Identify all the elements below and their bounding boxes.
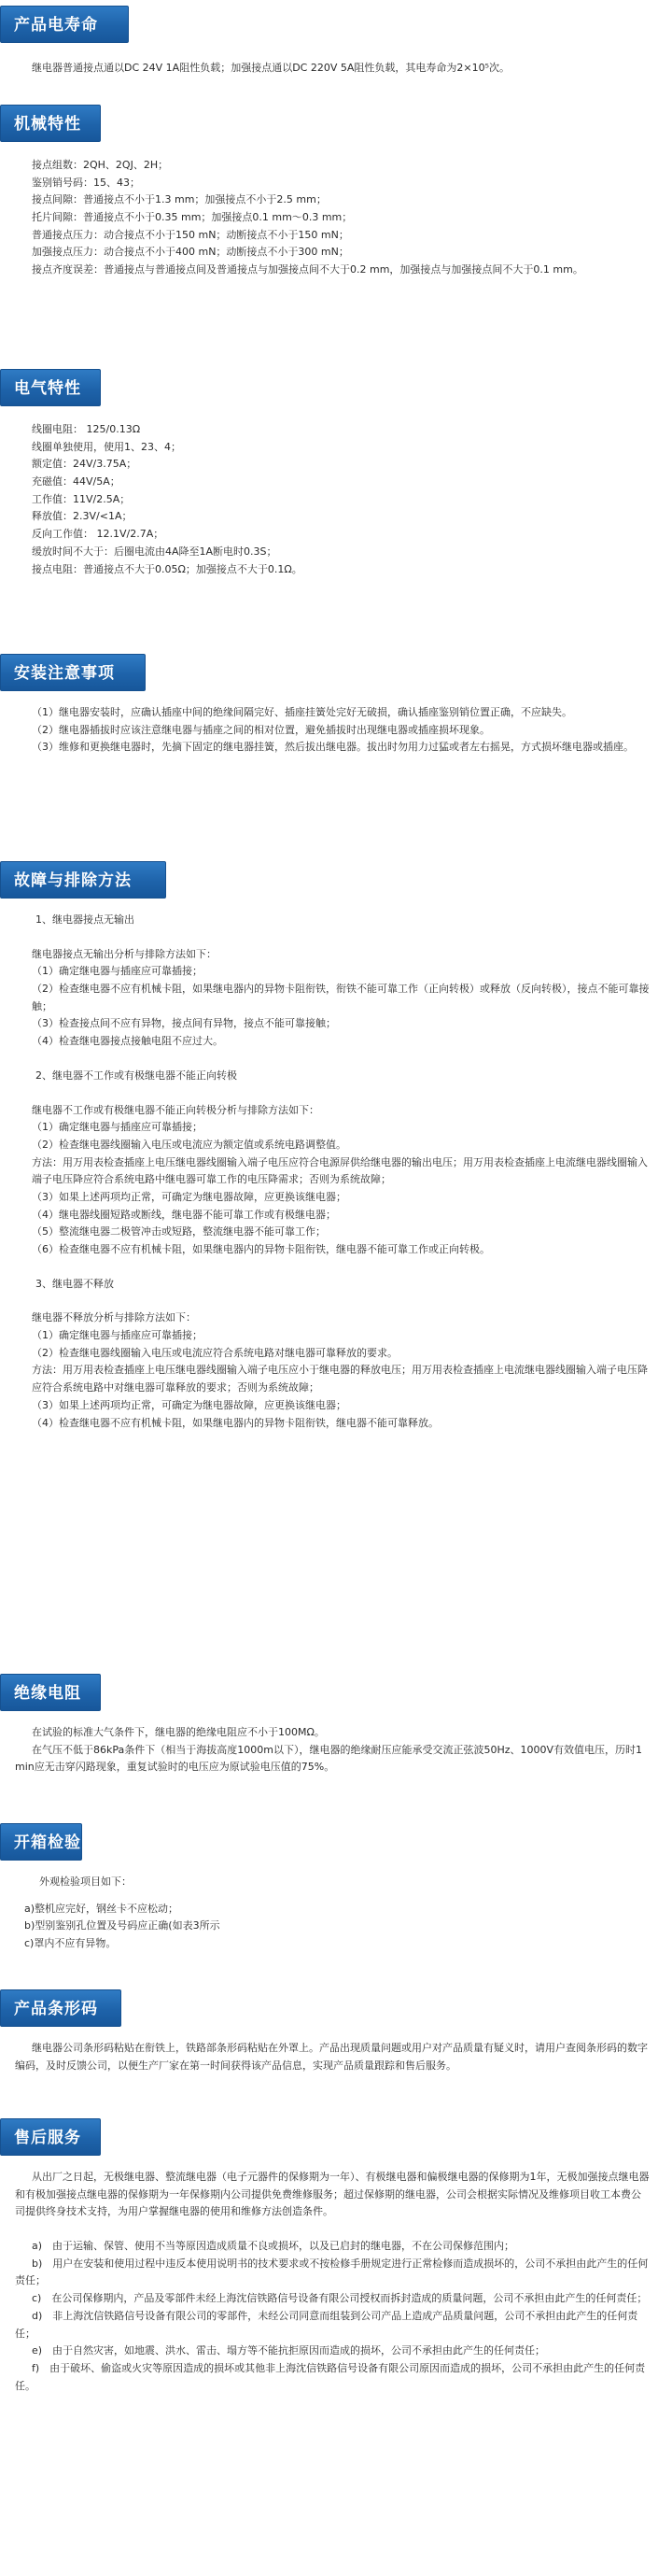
elec-line: 缓放时间不大于：后圈电流由4A降至1A断电时0.3S；	[32, 545, 277, 558]
mech-line: 接点组数：2QH、2QJ、2H；	[32, 159, 169, 171]
fault2-line: （4）继电器线圈短路或断线，继电器不能可靠工作或有极继电器；	[32, 1208, 336, 1221]
fault1-line: （1）确定继电器与插座应可靠插接；	[32, 965, 203, 978]
fault3-line: （3）如果上述两项均正常，可确定为继电器故障，应更换该继电器；	[32, 1398, 346, 1411]
service-item: e) 由于自然灾害，如地震、洪水、雷击、塌方等不能抗拒原因而造成的损坏，公司不承担由此产生的任何责任；	[32, 2344, 546, 2357]
fault2-line: （5）整流继电器二极管冲击或短路，整流继电器不能可靠工作；	[32, 1225, 326, 1238]
section-barcode	[0, 1989, 658, 2118]
service-item: c) 在公司保修期内，产品及零部件未经上海沈信铁路信号设备有限公司授权而拆封造成的质量问题，公司不承担由此产生的任何责任；	[32, 2292, 648, 2305]
section-title-installation: 安装注意事项	[0, 654, 146, 691]
unpack-line: a)整机应完好，钢丝卡不应松动；	[24, 1902, 179, 1915]
section-troubleshooting	[0, 861, 658, 1674]
fault2-line: 继电器不工作或有极继电器不能正向转极分析与排除方法如下：	[32, 1103, 319, 1116]
life-text: 继电器普通接点通以DC 24V 1A阻性负载；加强接点通以DC 220V 5A阻性负载，其电寿命为2×10⁵次。	[32, 62, 510, 74]
service-intro: 从出厂之日起，无极继电器、整流继电器（电子元器件的保修期为一年）、有极继电器和偏极继电器的保修期为1年，无极加强接点继电器和有极加强接点继电器的保修期为一年保修期内公司提供免费维修服务；超过保修期的继电器，公司会根据实际情况及维修项目收工本费公司提供终身技术支持，为用户掌握继电器的使用和维修方法创造条件。	[15, 2171, 650, 2218]
section-after-sales	[0, 2118, 658, 2539]
fault2-line: 方法：用万用表检查插座上电压继电器线圈输入端子电压应符合电源屏供给继电器的输出电压；用万用表检查插座上电流继电器线圈输入端子电压降应符合系统电路中继电器可靠工作的电压降需求；否则为系统故障；	[32, 1155, 648, 1186]
fault1-line: （4）检查继电器接点接触电阻不应过大。	[32, 1035, 223, 1048]
service-item: a) 由于运输、保管、使用不当等原因造成质量不良或损坏，以及已启封的继电器，不在公司保修范围内；	[32, 2240, 515, 2253]
section-electrical-life	[0, 0, 658, 105]
service-item: b) 用户在安装和使用过程中违反本使用说明书的技术要求或不按检修手册规定进行正常检修而造成损坏的，公司不承担由此产生的任何责任；	[15, 2257, 649, 2287]
fault3-line: 继电器不释放分析与排除方法如下：	[32, 1311, 196, 1324]
mech-line: 鉴别销号码：15、43；	[32, 176, 140, 189]
mech-line: 托片间隙：普通接点不小于0.35 mm；加强接点0.1 mm～0.3 mm；	[32, 211, 353, 224]
insul-line: 在气压不低于86kPa条件下（相当于海拔高度1000m以下），继电器的绝缘耐压应能承受交流正弦波50Hz、1000V有效值电压，历时1min应无击穿闪路现象，重复试验时的电压应为原试验电压值的75%。	[15, 1743, 643, 1774]
unpack-line: 外观检验项目如下：	[39, 1875, 132, 1888]
fault-subtitle-1: 1、继电器接点无输出	[35, 913, 134, 926]
fault-subtitle-2: 2、继电器不工作或有极继电器不能正向转极	[35, 1069, 237, 1082]
section-title-mechanical: 机械特性	[0, 105, 101, 142]
fault1-line: （3）检查接点间不应有异物，接点间有异物，接点不能可靠接触；	[32, 1017, 336, 1030]
section-title-electrical: 电气特性	[0, 369, 101, 406]
section-unpacking-inspection	[0, 1823, 658, 1989]
elec-line: 充磁值：44V/5A；	[32, 475, 120, 488]
elec-line: 工作值：11V/2.5A；	[32, 492, 131, 505]
section-electrical	[0, 369, 658, 654]
section-insulation	[0, 1674, 658, 1823]
section-title-troubleshooting: 故障与排除方法	[0, 861, 166, 899]
insul-line: 在试验的标准大气条件下，继电器的绝缘电阻应不小于100MΩ。	[32, 1726, 325, 1738]
fault-subtitle-3: 3、继电器不释放	[35, 1277, 114, 1290]
fault2-line: （1）确定继电器与插座应可靠插接；	[32, 1121, 203, 1134]
mech-line: 普通接点压力：动合接点不小于150 mN；动断接点不小于150 mN；	[32, 228, 349, 241]
install-line: （2）继电器插拔时应该注意继电器与插座之间的相对位置，避免插拔时出现继电器或插座损坏现象。	[32, 723, 490, 736]
fault2-line: （6）检查继电器不应有机械卡阻，如果继电器内的异物卡阻衔铁，继电器不能可靠工作或正向转极。	[32, 1243, 490, 1255]
section-title-barcode: 产品条形码	[0, 1989, 121, 2027]
elec-line: 线圈电阻： 125/0.13Ω	[32, 423, 141, 435]
fault1-line: 继电器接点无输出分析与排除方法如下：	[32, 947, 217, 960]
fault3-line: （1）确定继电器与插座应可靠插接；	[32, 1329, 203, 1342]
unpack-line: c)罩内不应有异物。	[24, 1937, 117, 1950]
elec-line: 额定值：24V/3.75A；	[32, 458, 137, 471]
elec-line: 线圈单独使用，使用1、23、4；	[32, 440, 181, 453]
mech-line: 接点齐度误差：普通接点与普通接点间及普通接点与加强接点间不大于0.2 mm，加强接点与加强接点间不大于0.1 mm。	[32, 263, 583, 276]
service-item: d) 非上海沈信铁路信号设备有限公司的零部件，未经公司同意而组装到公司产品上造成产品质量问题，公司不承担由此产生的任何责任；	[15, 2309, 638, 2340]
fault2-line: （3）如果上述两项均正常，可确定为继电器故障，应更换该继电器；	[32, 1190, 346, 1203]
section-title-insulation: 绝缘电阻	[0, 1674, 101, 1711]
service-item: f) 由于破坏、偷盗或火灾等原因造成的损坏或其他非上海沈信铁路信号设备有限公司原因而造成的损坏，公司不承担由此产生的任何责任。	[15, 2361, 646, 2392]
fault3-line: （4）检查继电器不应有机械卡阻，如果继电器内的异物卡阻衔铁，继电器不能可靠释放。	[32, 1416, 439, 1429]
elec-line: 释放值：2.3V/<1A；	[32, 510, 133, 523]
install-line: （1）继电器安装时，应确认插座中间的绝缘间隔完好、插座挂簧处完好无破损，确认插座鉴别销位置正确，不应缺失。	[32, 706, 572, 718]
fault3-line: 方法：用万用表检查插座上电压继电器线圈输入端子电压应小于继电器的释放电压；用万用表检查插座上电流继电器线圈输入端子电压降应符合系统电路中对继电器可靠释放的要求；否则为系统故障；	[32, 1364, 648, 1394]
mech-line: 接点间隙：普通接点不小于1.3 mm；加强接点不小于2.5 mm；	[32, 193, 327, 206]
section-title-unpacking-inspection: 开箱检验	[0, 1823, 82, 1861]
fault3-line: （2）检查继电器线圈输入电压或电流应符合系统电路对继电器可靠释放的要求。	[32, 1346, 398, 1359]
fault1-line: （2）检查继电器不应有机械卡阻，如果继电器内的异物卡阻衔铁，衔铁不能可靠工作（正向转极）或释放（反向转极），接点不能可靠接触；	[32, 983, 650, 1012]
section-mechanical	[0, 105, 658, 369]
elec-line: 反向工作值： 12.1V/2.7A；	[32, 528, 164, 541]
fault2-line: （2）检查继电器线圈输入电压或电流应为额定值或系统电路调整值。	[32, 1138, 346, 1151]
section-title-electrical-life: 产品电寿命	[0, 6, 129, 43]
elec-line: 接点电阻：普通接点不大于0.05Ω；加强接点不大于0.1Ω。	[32, 562, 302, 575]
mech-line: 加强接点压力：动合接点不小于400 mN；动断接点不小于300 mN；	[32, 246, 349, 259]
install-line: （3）维修和更换继电器时，先摘下固定的继电器挂簧，然后拔出继电器。拔出时勿用力过猛或者左右摇晃，方式损坏继电器或插座。	[32, 741, 634, 754]
section-installation	[0, 654, 658, 861]
section-title-after-sales: 售后服务	[0, 2118, 101, 2156]
unpack-line: b)型别鉴别孔位置及号码应正确(如表3所示	[24, 1919, 220, 1932]
barcode-text: 继电器公司条形码粘贴在衔铁上，铁路部条形码粘贴在外罩上。产品出现质量问题或用户对产品质量有疑义时，请用户查阅条形码的数字编码，及时反馈公司，以便生产厂家在第一时间获得该产品信息，实现产品质量跟踪和售后服务。	[15, 2042, 648, 2072]
